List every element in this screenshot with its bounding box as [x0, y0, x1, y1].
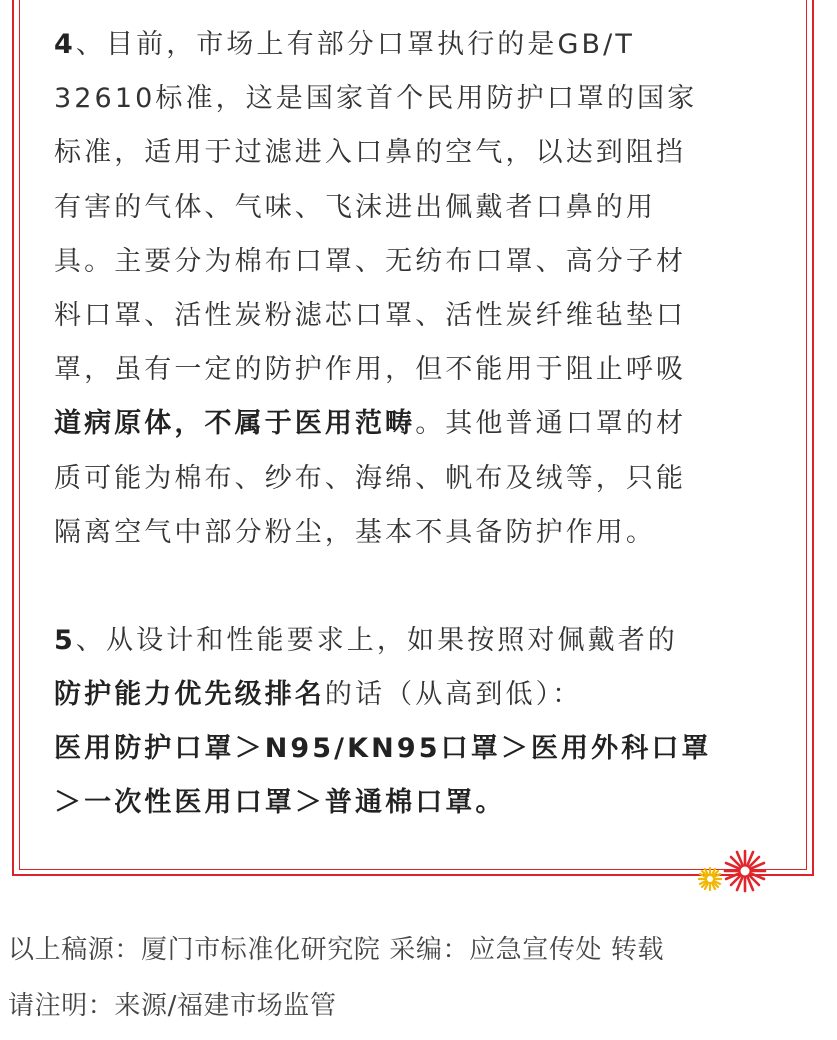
ranking-line: ＞一次性医用口罩＞普通棉口罩。 — [54, 787, 506, 819]
footer-line-credit: 请注明：来源/福建市场监管 — [8, 991, 337, 1021]
paragraph-line: 具。主要分为棉布口罩、无纺布口罩、高分子材 — [54, 245, 687, 277]
paragraph-line: 标准，适用于过滤进入口鼻的空气，以达到阻挡 — [54, 137, 687, 169]
paragraph-line: 4、目前，市场上有部分口罩执行的是GB/T — [54, 29, 635, 60]
paragraph-line: 道病原体，不属于医用范畴。其他普通口罩的材 — [54, 408, 687, 440]
flower-large-icon — [723, 849, 767, 893]
paragraph-line: 5、从设计和性能要求上，如果按照对佩戴者的 — [54, 624, 678, 656]
paragraph-line: 质可能为棉布、纱布、海绵、帆布及绒等，只能 — [54, 462, 687, 494]
footer-line-source: 以上稿源：厦门市标准化研究院 采编：应急宣传处 转载 — [8, 935, 665, 965]
paragraph-line: 罩，虽有一定的防护作用，但不能用于阻止呼吸 — [54, 354, 687, 386]
paragraph-line: 料口罩、活性炭粉滤芯口罩、活性炭纤维毡垫口 — [54, 299, 687, 331]
paragraph-gap — [54, 560, 780, 614]
paragraph-line: 隔离空气中部分粉尘，基本不具备防护作用。 — [54, 516, 656, 548]
paragraph-4 — [54, 18, 780, 560]
article-body — [54, 18, 780, 831]
source-footer — [8, 922, 833, 1034]
paragraph-line: 防护能力优先级排名的话（从高到低）： — [54, 679, 583, 711]
paragraph-line: 有害的气体、气味、飞沫进出佩戴者口鼻的用 — [54, 191, 656, 223]
paragraph-5 — [54, 614, 780, 831]
flower-small-icon — [697, 866, 723, 892]
paragraph-line: 32610标准，这是国家首个民用防护口罩的国家 — [54, 83, 698, 115]
ranking-line: 医用防护口罩＞N95/KN95口罩＞医用外科口罩 — [54, 733, 712, 765]
